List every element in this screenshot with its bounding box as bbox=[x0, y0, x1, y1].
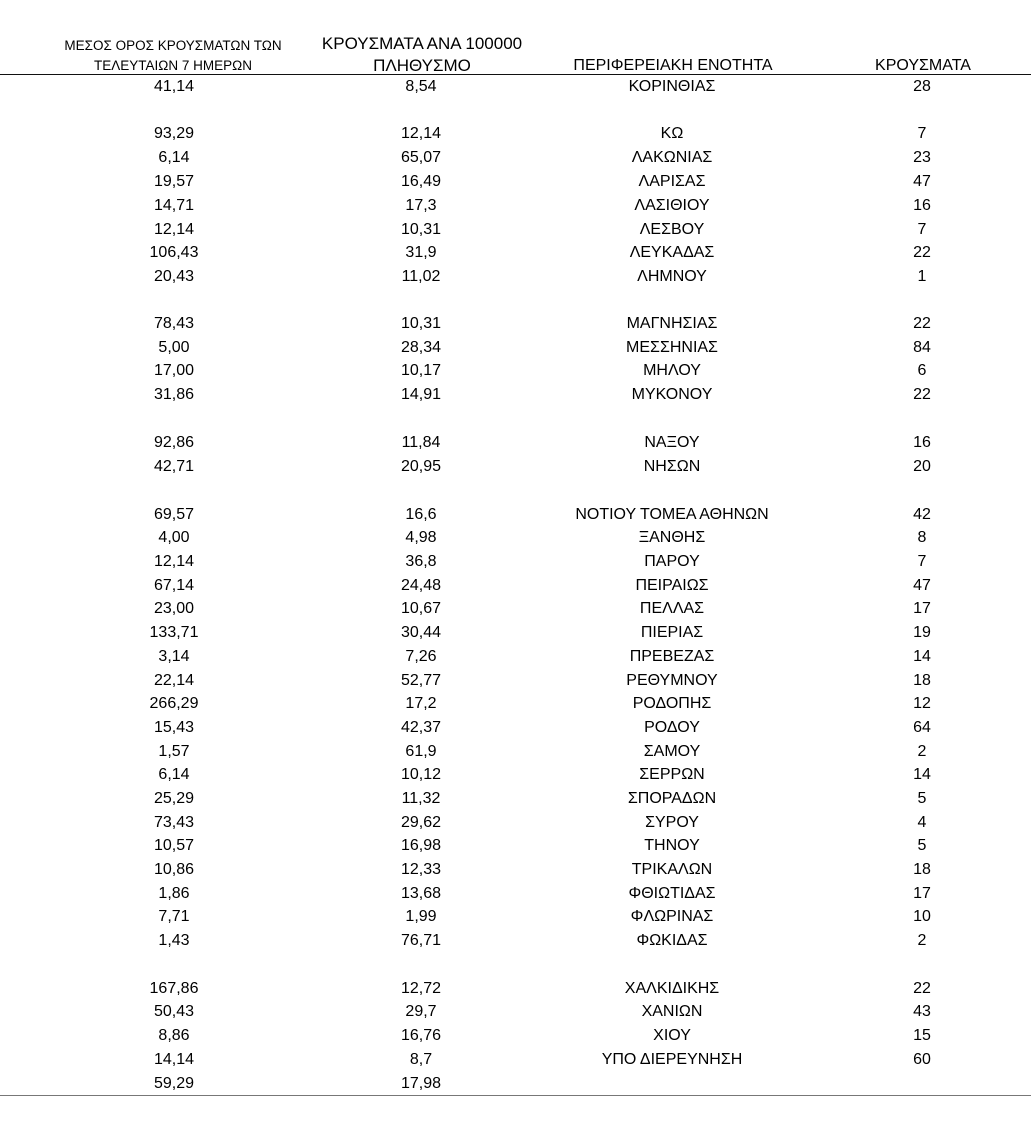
cell-average: 19,57 bbox=[153, 173, 195, 190]
cell-region: ΝΗΣΩΝ bbox=[643, 458, 701, 475]
table-row bbox=[0, 1000, 1031, 1024]
header-cases: ΚΡΟΥΣΜΑΤΑ bbox=[875, 57, 971, 74]
cell-cases: 8 bbox=[917, 529, 927, 546]
cell-average: 266,29 bbox=[149, 695, 199, 712]
cell-region: ΛΑΣΙΘΙΟΥ bbox=[634, 197, 710, 214]
cell-cases: 12 bbox=[913, 695, 931, 712]
cell-cases: 1 bbox=[917, 268, 927, 285]
cell-region: ΡΕΘΥΜΝΟΥ bbox=[626, 672, 718, 689]
cell-per-100k: 11,84 bbox=[401, 434, 441, 451]
table-row bbox=[0, 977, 1031, 1001]
cell-average: 5,00 bbox=[158, 339, 190, 356]
cell-per-100k: 17,2 bbox=[405, 695, 437, 712]
cell-cases: 47 bbox=[913, 577, 931, 594]
cell-cases: 5 bbox=[917, 837, 927, 854]
cell-cases: 19 bbox=[913, 624, 931, 641]
cell-cases: 6 bbox=[917, 362, 927, 379]
cell-per-100k: 17,3 bbox=[405, 197, 437, 214]
cell-average: 6,14 bbox=[158, 766, 190, 783]
cell-region: ΛΕΣΒΟΥ bbox=[639, 221, 705, 238]
cell-cases: 17 bbox=[913, 600, 931, 617]
cell-per-100k: 12,72 bbox=[400, 980, 442, 997]
cell-per-100k: 52,77 bbox=[400, 672, 442, 689]
table-bottom-border bbox=[0, 1095, 1031, 1096]
cell-region: ΚΟΡΙΝΘΙΑΣ bbox=[628, 78, 716, 95]
cell-per-100k: 31,9 bbox=[405, 244, 437, 261]
table-row bbox=[0, 716, 1031, 740]
cell-per-100k: 1,99 bbox=[405, 908, 437, 925]
cell-region: ΣΥΡΟΥ bbox=[645, 814, 699, 831]
cell-average: 14,14 bbox=[153, 1051, 195, 1068]
cell-region: ΞΑΝΘΗΣ bbox=[638, 529, 706, 546]
cell-region: ΛΕΥΚΑΔΑΣ bbox=[629, 244, 715, 261]
header-average-line-1: ΜΕΣΟΣ ΟΡΟΣ ΚΡΟΥΣΜΑΤΩΝ ΤΩΝ bbox=[64, 38, 282, 53]
header-region: ΠΕΡΙΦΕΡΕΙΑΚΗ ΕΝΟΤΗΤΑ bbox=[573, 57, 773, 74]
cell-per-100k: 4,98 bbox=[405, 529, 437, 546]
cell-cases: 5 bbox=[917, 790, 927, 807]
header-per100k-line-1: ΚΡΟΥΣΜΑΤΑ ΑΝΑ 100000 bbox=[321, 34, 523, 53]
cell-average: 73,43 bbox=[153, 814, 195, 831]
cell-cases: 14 bbox=[913, 648, 931, 665]
table-row bbox=[0, 692, 1031, 716]
table-row bbox=[0, 740, 1031, 764]
table-row bbox=[0, 218, 1031, 242]
cell-average: 167,86 bbox=[149, 980, 199, 997]
cell-region: ΡΟΔΟΠΗΣ bbox=[632, 695, 712, 712]
cell-region: ΛΑΡΙΣΑΣ bbox=[638, 173, 706, 190]
cell-region: ΦΛΩΡΙΝΑΣ bbox=[630, 908, 714, 925]
cell-region: ΦΩΚΙΔΑΣ bbox=[636, 932, 708, 949]
cell-cases: 43 bbox=[913, 1003, 931, 1020]
cell-average: 3,14 bbox=[158, 648, 190, 665]
cell-per-100k: 42,37 bbox=[400, 719, 442, 736]
table-row bbox=[0, 194, 1031, 218]
cell-cases: 2 bbox=[917, 932, 927, 949]
header-average-7-days bbox=[48, 36, 298, 76]
table-row bbox=[0, 312, 1031, 336]
cell-per-100k: 65,07 bbox=[400, 149, 442, 166]
table-row bbox=[0, 146, 1031, 170]
cell-per-100k: 17,98 bbox=[400, 1075, 442, 1092]
cell-per-100k: 29,7 bbox=[405, 1003, 437, 1020]
cell-per-100k: 16,49 bbox=[400, 173, 442, 190]
cell-average: 133,71 bbox=[149, 624, 199, 641]
table-row bbox=[0, 1024, 1031, 1048]
table-row bbox=[0, 1048, 1031, 1072]
cell-average: 42,71 bbox=[153, 458, 195, 475]
table-row bbox=[0, 929, 1031, 953]
cell-region: ΡΟΔΟΥ bbox=[644, 719, 700, 736]
table-row bbox=[0, 669, 1031, 693]
cell-per-100k: 8,7 bbox=[409, 1051, 433, 1068]
cell-average: 15,43 bbox=[153, 719, 195, 736]
table-row bbox=[0, 834, 1031, 858]
table-row bbox=[0, 787, 1031, 811]
table-row bbox=[0, 621, 1031, 645]
cell-average: 14,71 bbox=[153, 197, 195, 214]
cell-region: ΜΗΛΟΥ bbox=[643, 362, 701, 379]
cell-per-100k: 10,12 bbox=[400, 766, 442, 783]
cell-per-100k: 10,17 bbox=[400, 362, 442, 379]
table-row bbox=[0, 905, 1031, 929]
table-row bbox=[0, 550, 1031, 574]
table-row bbox=[0, 170, 1031, 194]
table-row bbox=[0, 241, 1031, 265]
cell-per-100k: 8,54 bbox=[405, 78, 437, 95]
cell-average: 50,43 bbox=[153, 1003, 195, 1020]
cell-cases: 4 bbox=[917, 814, 927, 831]
cell-per-100k: 10,31 bbox=[400, 221, 442, 238]
cell-region: ΠΕΙΡΑΙΩΣ bbox=[635, 577, 709, 594]
cell-cases: 10 bbox=[913, 908, 931, 925]
table-row bbox=[0, 431, 1031, 455]
cell-cases: 28 bbox=[913, 78, 931, 95]
table-row bbox=[0, 526, 1031, 550]
table-row bbox=[0, 597, 1031, 621]
table-row bbox=[0, 763, 1031, 787]
table-row bbox=[0, 265, 1031, 289]
cell-per-100k: 76,71 bbox=[400, 932, 442, 949]
cell-cases: 42 bbox=[913, 506, 931, 523]
cell-average: 1,57 bbox=[158, 743, 190, 760]
cell-average: 12,14 bbox=[153, 221, 195, 238]
cell-per-100k: 11,02 bbox=[401, 268, 441, 285]
cell-average: 69,57 bbox=[153, 506, 195, 523]
cell-average: 59,29 bbox=[153, 1075, 195, 1092]
cell-region: ΧΙΟΥ bbox=[653, 1027, 691, 1044]
cell-average: 10,86 bbox=[153, 861, 195, 878]
cell-average: 20,43 bbox=[153, 268, 195, 285]
table-row bbox=[0, 1072, 1031, 1096]
cell-per-100k: 36,8 bbox=[405, 553, 437, 570]
cell-cases: 2 bbox=[917, 743, 927, 760]
cell-per-100k: 7,26 bbox=[405, 648, 437, 665]
cell-per-100k: 20,95 bbox=[400, 458, 442, 475]
cell-cases: 14 bbox=[913, 766, 931, 783]
cell-average: 4,00 bbox=[158, 529, 190, 546]
cell-per-100k: 10,67 bbox=[400, 600, 442, 617]
cell-average: 17,00 bbox=[153, 362, 195, 379]
cell-average: 93,29 bbox=[153, 125, 195, 142]
cell-region: ΣΑΜΟΥ bbox=[643, 743, 701, 760]
cell-region: ΧΑΝΙΩΝ bbox=[641, 1003, 703, 1020]
cell-cases: 22 bbox=[913, 244, 931, 261]
table-row bbox=[0, 645, 1031, 669]
cell-average: 10,57 bbox=[153, 837, 195, 854]
table-row bbox=[0, 882, 1031, 906]
cell-region: ΛΑΚΩΝΙΑΣ bbox=[631, 149, 713, 166]
cell-region: ΦΘΙΩΤΙΔΑΣ bbox=[628, 885, 716, 902]
header-cases-per-100k bbox=[300, 33, 544, 77]
cell-cases: 18 bbox=[913, 672, 931, 689]
cell-average: 78,43 bbox=[153, 315, 195, 332]
cell-average: 12,14 bbox=[153, 553, 195, 570]
cell-average: 23,00 bbox=[153, 600, 195, 617]
cell-region: ΣΠΟΡΑΔΩΝ bbox=[627, 790, 717, 807]
cell-per-100k: 16,76 bbox=[400, 1027, 442, 1044]
cell-per-100k: 13,68 bbox=[400, 885, 442, 902]
cell-cases: 22 bbox=[913, 980, 931, 997]
cell-cases: 16 bbox=[913, 434, 931, 451]
cell-cases: 23 bbox=[913, 149, 931, 166]
cell-average: 31,86 bbox=[153, 386, 195, 403]
cell-cases: 18 bbox=[913, 861, 931, 878]
table-row bbox=[0, 858, 1031, 882]
cell-cases: 84 bbox=[913, 339, 931, 356]
cell-per-100k: 61,9 bbox=[405, 743, 437, 760]
cell-average: 1,86 bbox=[158, 885, 190, 902]
cell-cases: 60 bbox=[913, 1051, 931, 1068]
cell-region: ΛΗΜΝΟΥ bbox=[637, 268, 707, 285]
cell-cases: 17 bbox=[913, 885, 931, 902]
cell-region: ΠΡΕΒΕΖΑΣ bbox=[629, 648, 715, 665]
cell-per-100k: 24,48 bbox=[400, 577, 442, 594]
cell-per-100k: 28,34 bbox=[400, 339, 442, 356]
table-row bbox=[0, 383, 1031, 407]
cell-region: ΜΥΚΟΝΟΥ bbox=[631, 386, 713, 403]
cell-per-100k: 12,33 bbox=[400, 861, 442, 878]
table-row bbox=[0, 75, 1031, 99]
cell-cases: 20 bbox=[913, 458, 931, 475]
cell-cases: 64 bbox=[913, 719, 931, 736]
cell-cases: 7 bbox=[917, 221, 927, 238]
cell-region: ΣΕΡΡΩΝ bbox=[639, 766, 705, 783]
table-row bbox=[0, 811, 1031, 835]
cell-per-100k: 12,14 bbox=[400, 125, 442, 142]
cell-region: ΥΠΟ ΔΙΕΡΕΥΝΗΣΗ bbox=[601, 1051, 743, 1068]
cell-region: ΠΕΛΛΑΣ bbox=[639, 600, 705, 617]
table-row bbox=[0, 574, 1031, 598]
cell-cases: 22 bbox=[913, 386, 931, 403]
cell-average: 106,43 bbox=[149, 244, 199, 261]
header-per100k-line-2: ΠΛΗΘΥΣΜΟ bbox=[373, 56, 471, 75]
table-row bbox=[0, 336, 1031, 360]
cell-cases: 47 bbox=[913, 173, 931, 190]
cell-average: 22,14 bbox=[153, 672, 195, 689]
cell-region: ΜΕΣΣΗΝΙΑΣ bbox=[626, 339, 718, 356]
cell-cases: 22 bbox=[913, 315, 931, 332]
cell-region: ΠΑΡΟΥ bbox=[644, 553, 700, 570]
cell-region: ΝΑΞΟΥ bbox=[644, 434, 700, 451]
cell-per-100k: 11,32 bbox=[401, 790, 441, 807]
cell-region: ΝΟΤΙΟΥ ΤΟΜΕΑ ΑΘΗΝΩΝ bbox=[575, 506, 769, 523]
cell-average: 92,86 bbox=[153, 434, 195, 451]
cell-cases: 16 bbox=[913, 197, 931, 214]
table-row bbox=[0, 359, 1031, 383]
header-average-line-2: ΤΕΛΕΥΤΑΙΩΝ 7 ΗΜΕΡΩΝ bbox=[94, 58, 252, 73]
cell-per-100k: 16,98 bbox=[400, 837, 442, 854]
cell-per-100k: 29,62 bbox=[400, 814, 442, 831]
cell-average: 7,71 bbox=[158, 908, 190, 925]
cell-average: 8,86 bbox=[158, 1027, 190, 1044]
cell-region: ΧΑΛΚΙΔΙΚΗΣ bbox=[624, 980, 720, 997]
cell-cases: 7 bbox=[917, 553, 927, 570]
cell-region: ΤΡΙΚΑΛΩΝ bbox=[631, 861, 713, 878]
cell-region: ΜΑΓΝΗΣΙΑΣ bbox=[626, 315, 718, 332]
cell-per-100k: 14,91 bbox=[400, 386, 442, 403]
cell-average: 41,14 bbox=[153, 78, 195, 95]
cell-cases: 7 bbox=[917, 125, 927, 142]
cell-region: ΚΩ bbox=[660, 125, 684, 142]
table-row bbox=[0, 122, 1031, 146]
table-row bbox=[0, 503, 1031, 527]
cell-per-100k: 16,6 bbox=[405, 506, 437, 523]
cell-average: 6,14 bbox=[158, 149, 190, 166]
cell-region: ΤΗΝΟΥ bbox=[644, 837, 700, 854]
cell-per-100k: 10,31 bbox=[400, 315, 442, 332]
cell-per-100k: 30,44 bbox=[400, 624, 442, 641]
cell-cases: 15 bbox=[913, 1027, 931, 1044]
cell-region: ΠΙΕΡΙΑΣ bbox=[640, 624, 704, 641]
table-row bbox=[0, 455, 1031, 479]
cell-average: 67,14 bbox=[153, 577, 195, 594]
cell-average: 25,29 bbox=[153, 790, 195, 807]
cell-average: 1,43 bbox=[158, 932, 190, 949]
